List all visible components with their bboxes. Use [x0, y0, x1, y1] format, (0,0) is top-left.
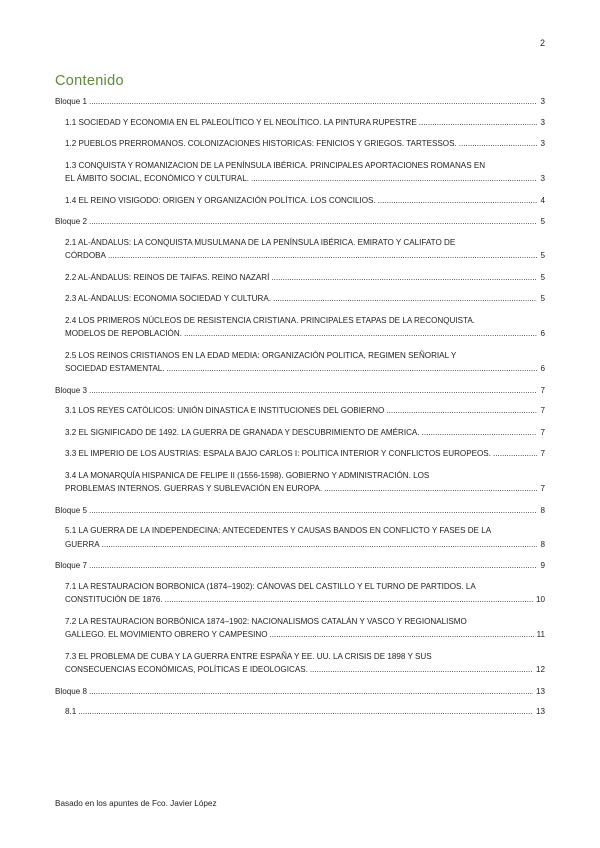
- toc-page-number: 12: [535, 665, 545, 674]
- toc-leader-dots: [459, 137, 538, 151]
- toc-page-number: 5: [540, 294, 545, 303]
- toc-entry-text: 1.4 EL REINO VISIGODO: ORIGEN Y ORGANIZACIÓN POLÍTICA. LOS CONCILIOS.: [65, 195, 376, 205]
- toc-leader-dots: [273, 292, 537, 306]
- toc-page-number: 13: [535, 707, 545, 716]
- toc-leader-dots: [89, 559, 538, 573]
- toc-leader-dots: [378, 194, 538, 208]
- toc-entry-text: Bloque 5: [55, 505, 87, 515]
- toc-page-number: 10: [535, 595, 545, 604]
- toc-entry[interactable]: [55, 650, 545, 677]
- toc-entry-text: Bloque 2: [55, 217, 87, 226]
- toc-entry[interactable]: [55, 292, 545, 306]
- toc-section-entry[interactable]: [55, 685, 545, 699]
- toc-page-number: 11: [536, 630, 545, 639]
- toc-entry-text-line1: 2.4 LOS PRIMEROS NÚCLEOS DE RESISTENCIA CRISTIANA. PRINCIPALES ETAPAS DE LA RECONQUISTA.: [65, 315, 476, 325]
- toc-section-entry[interactable]: [55, 384, 545, 398]
- toc-entry-text: 2.3 AL-ÁNDALUS: ECONOMIA SOCIEDAD Y CULTURA.: [65, 294, 271, 303]
- toc-entry[interactable]: [55, 159, 545, 186]
- toc-page-number: 7: [540, 449, 545, 458]
- toc-page-number: 8: [540, 505, 545, 515]
- toc-leader-dots: [89, 384, 538, 398]
- toc-entry-text-line2: GALLEGO. EL MOVIMIENTO OBRERO Y CAMPESINO: [65, 630, 268, 639]
- table-of-contents: [55, 95, 545, 727]
- toc-section-entry[interactable]: [55, 95, 545, 109]
- toc-entry-text: 3.1 LOS REYES CATÓLICOS: UNIÓN DINASTICA E INSTITUCIONES DEL GOBIERNO: [65, 406, 385, 415]
- toc-entry-text-line1: 2.1 AL-ÁNDALUS: LA CONQUISTA MUSULMANA DE LA PENÍNSULA IBÉRICA. EMIRATO Y CALIFATO DE: [65, 237, 456, 247]
- toc-page-number: 5: [540, 251, 545, 260]
- toc-page-number: 5: [540, 217, 545, 226]
- toc-entry-text: Bloque 7: [55, 561, 87, 570]
- toc-entry[interactable]: [55, 580, 545, 607]
- toc-entry-text-line1: 1.3 CONQUISTA Y ROMANIZACION DE LA PENÍNSULA IBÉRICA. PRINCIPALES APORTACIONES ROMANAS EN: [65, 160, 486, 170]
- toc-leader-dots: [89, 504, 538, 518]
- toc-entry[interactable]: [55, 349, 545, 376]
- toc-entry-text: Bloque 3: [55, 385, 87, 395]
- toc-entry-text-line1: 7.1 LA RESTAURACION BORBONICA (1874–1902): CÁNOVAS DEL CASTILLO Y EL TURNO DE PARTIDOS. LA: [65, 581, 476, 591]
- toc-entry[interactable]: [55, 705, 545, 719]
- toc-leader-dots: [419, 116, 538, 130]
- toc-title: Contenido: [55, 73, 124, 89]
- toc-entry-text-line2: GUERRA: [65, 539, 100, 549]
- toc-entry[interactable]: [55, 194, 545, 208]
- toc-page-number: 13: [535, 686, 545, 696]
- toc-leader-dots: [89, 215, 538, 229]
- toc-entry-text-line1: 3.4 LA MONARQUÍA HISPANICA DE FELIPE II (1556-1598). GOBIERNO Y ADMINISTRACIÓN. LOS: [65, 470, 430, 480]
- toc-entry-text-line2: PROBLEMAS INTERNOS. GUERRAS Y SUBLEVACIÓN EN EUROPA.: [65, 484, 323, 493]
- toc-entry-text: Bloque 8: [55, 686, 87, 696]
- toc-leader-dots: [89, 685, 533, 699]
- toc-page-number: 7: [540, 427, 545, 437]
- toc-entry-text: 2.2 AL-ÁNDALUS: REINOS DE TAIFAS. REINO NAZARÍ: [65, 272, 270, 282]
- toc-page-number: 7: [540, 406, 545, 415]
- toc-entry-text: 3.2 EL SIGNIFICADO DE 1492. LA GUERRA DE GRANADA Y DESCUBRIMIENTO DE AMÉRICA.: [65, 427, 420, 437]
- toc-page-number: 3: [540, 139, 545, 148]
- toc-entry-text-line2: MODELOS DE REPOBLACIÓN.: [65, 329, 182, 338]
- toc-leader-dots: [165, 593, 533, 607]
- toc-entry-text-line2: EL ÁMBITO SOCIAL, ECONÓMICO Y CULTURAL.: [65, 174, 249, 183]
- toc-leader-dots: [493, 447, 538, 461]
- toc-leader-dots: [89, 95, 538, 109]
- toc-entry-text-line2: SOCIEDAD ESTAMENTAL.: [65, 364, 165, 373]
- toc-page-number: 6: [540, 329, 545, 338]
- toc-entry[interactable]: [55, 314, 545, 341]
- toc-entry[interactable]: [55, 137, 545, 151]
- toc-entry-text: 1.1 SOCIEDAD Y ECONOMIA EN EL PALEOLÍTICO Y EL NEOLÍTICO. LA PINTURA RUPESTRE: [65, 117, 417, 127]
- toc-page-number: 3: [540, 117, 545, 127]
- toc-entry[interactable]: [55, 271, 545, 285]
- toc-entry[interactable]: [55, 116, 545, 130]
- toc-entry-text-line2: CONSTITUCIÓN DE 1876.: [65, 595, 163, 604]
- toc-entry[interactable]: [55, 404, 545, 418]
- toc-entry[interactable]: [55, 524, 545, 551]
- toc-leader-dots: [167, 362, 538, 376]
- toc-page-number: 3: [540, 97, 545, 106]
- toc-section-entry[interactable]: [55, 504, 545, 518]
- toc-leader-dots: [270, 628, 534, 642]
- toc-page-number: 8: [540, 539, 545, 549]
- toc-leader-dots: [310, 663, 533, 677]
- toc-entry[interactable]: [55, 615, 545, 642]
- toc-leader-dots: [108, 249, 538, 263]
- toc-page-number: 3: [540, 174, 545, 183]
- footer-credit: Basado en los apuntes de Fco. Javier López: [55, 799, 217, 808]
- toc-leader-dots: [184, 327, 538, 341]
- page-number: 2: [539, 38, 545, 48]
- toc-entry[interactable]: [55, 426, 545, 440]
- toc-entry-text-line1: 5.1 LA GUERRA DE LA INDEPENDECINA: ANTECEDENTES Y CAUSAS BANDOS EN CONFLICTO Y FASES DE LA: [65, 526, 492, 535]
- toc-page-number: 4: [540, 195, 545, 205]
- toc-leader-dots: [271, 271, 537, 285]
- toc-leader-dots: [324, 482, 537, 496]
- toc-entry-text-line1: 2.5 LOS REINOS CRISTIANOS EN LA EDAD MEDIA: ORGANIZACIÓN POLITICA, REGIMEN SEÑORIAL Y: [65, 350, 457, 360]
- toc-section-entry[interactable]: [55, 559, 545, 573]
- toc-page-number: 9: [540, 561, 545, 570]
- toc-entry-text: 8.1: [65, 707, 77, 716]
- toc-leader-dots: [102, 538, 538, 552]
- toc-entry-text-line1: 7.2 LA RESTAURACION BORBÓNICA 1874–1902: NACIONALISMOS CATALÁN Y VASCO Y REGIONALISMO: [65, 616, 467, 626]
- toc-entry-text-line1: 7.3 EL PROBLEMA DE CUBA Y LA GUERRA ENTRE ESPAÑA Y EE. UU. LA CRISIS DE 1898 Y SUS: [65, 651, 432, 661]
- toc-entry[interactable]: [55, 469, 545, 496]
- toc-entry[interactable]: [55, 447, 545, 461]
- toc-page-number: 7: [540, 484, 545, 493]
- toc-section-entry[interactable]: [55, 215, 545, 229]
- toc-entry-text-line2: CONSECUENCIAS ECONÓMICAS, POLÍTICAS E IDEOLOGICAS.: [65, 665, 308, 674]
- toc-page-number: 7: [540, 385, 545, 395]
- toc-entry-text: 3.3 EL IMPERIO DE LOS AUSTRIAS: ESPALA BAJO CARLOS I: POLITICA INTERIOR Y CONFLICTOS EUROPEOS.: [65, 449, 491, 458]
- toc-entry[interactable]: [55, 236, 545, 263]
- toc-entry-text: 1.2 PUEBLOS PRERROMANOS. COLONIZACIONES HISTORICAS: FENICIOS Y GRIEGOS. TARTESSOS.: [65, 139, 457, 148]
- toc-page-number: 6: [540, 364, 545, 373]
- toc-leader-dots: [386, 404, 537, 418]
- toc-leader-dots: [78, 705, 533, 719]
- toc-leader-dots: [422, 426, 538, 440]
- toc-page-number: 5: [540, 272, 545, 282]
- toc-leader-dots: [251, 172, 538, 186]
- toc-entry-text-line2: CÓRDOBA: [65, 251, 106, 260]
- toc-entry-text: Bloque 1: [55, 97, 87, 106]
